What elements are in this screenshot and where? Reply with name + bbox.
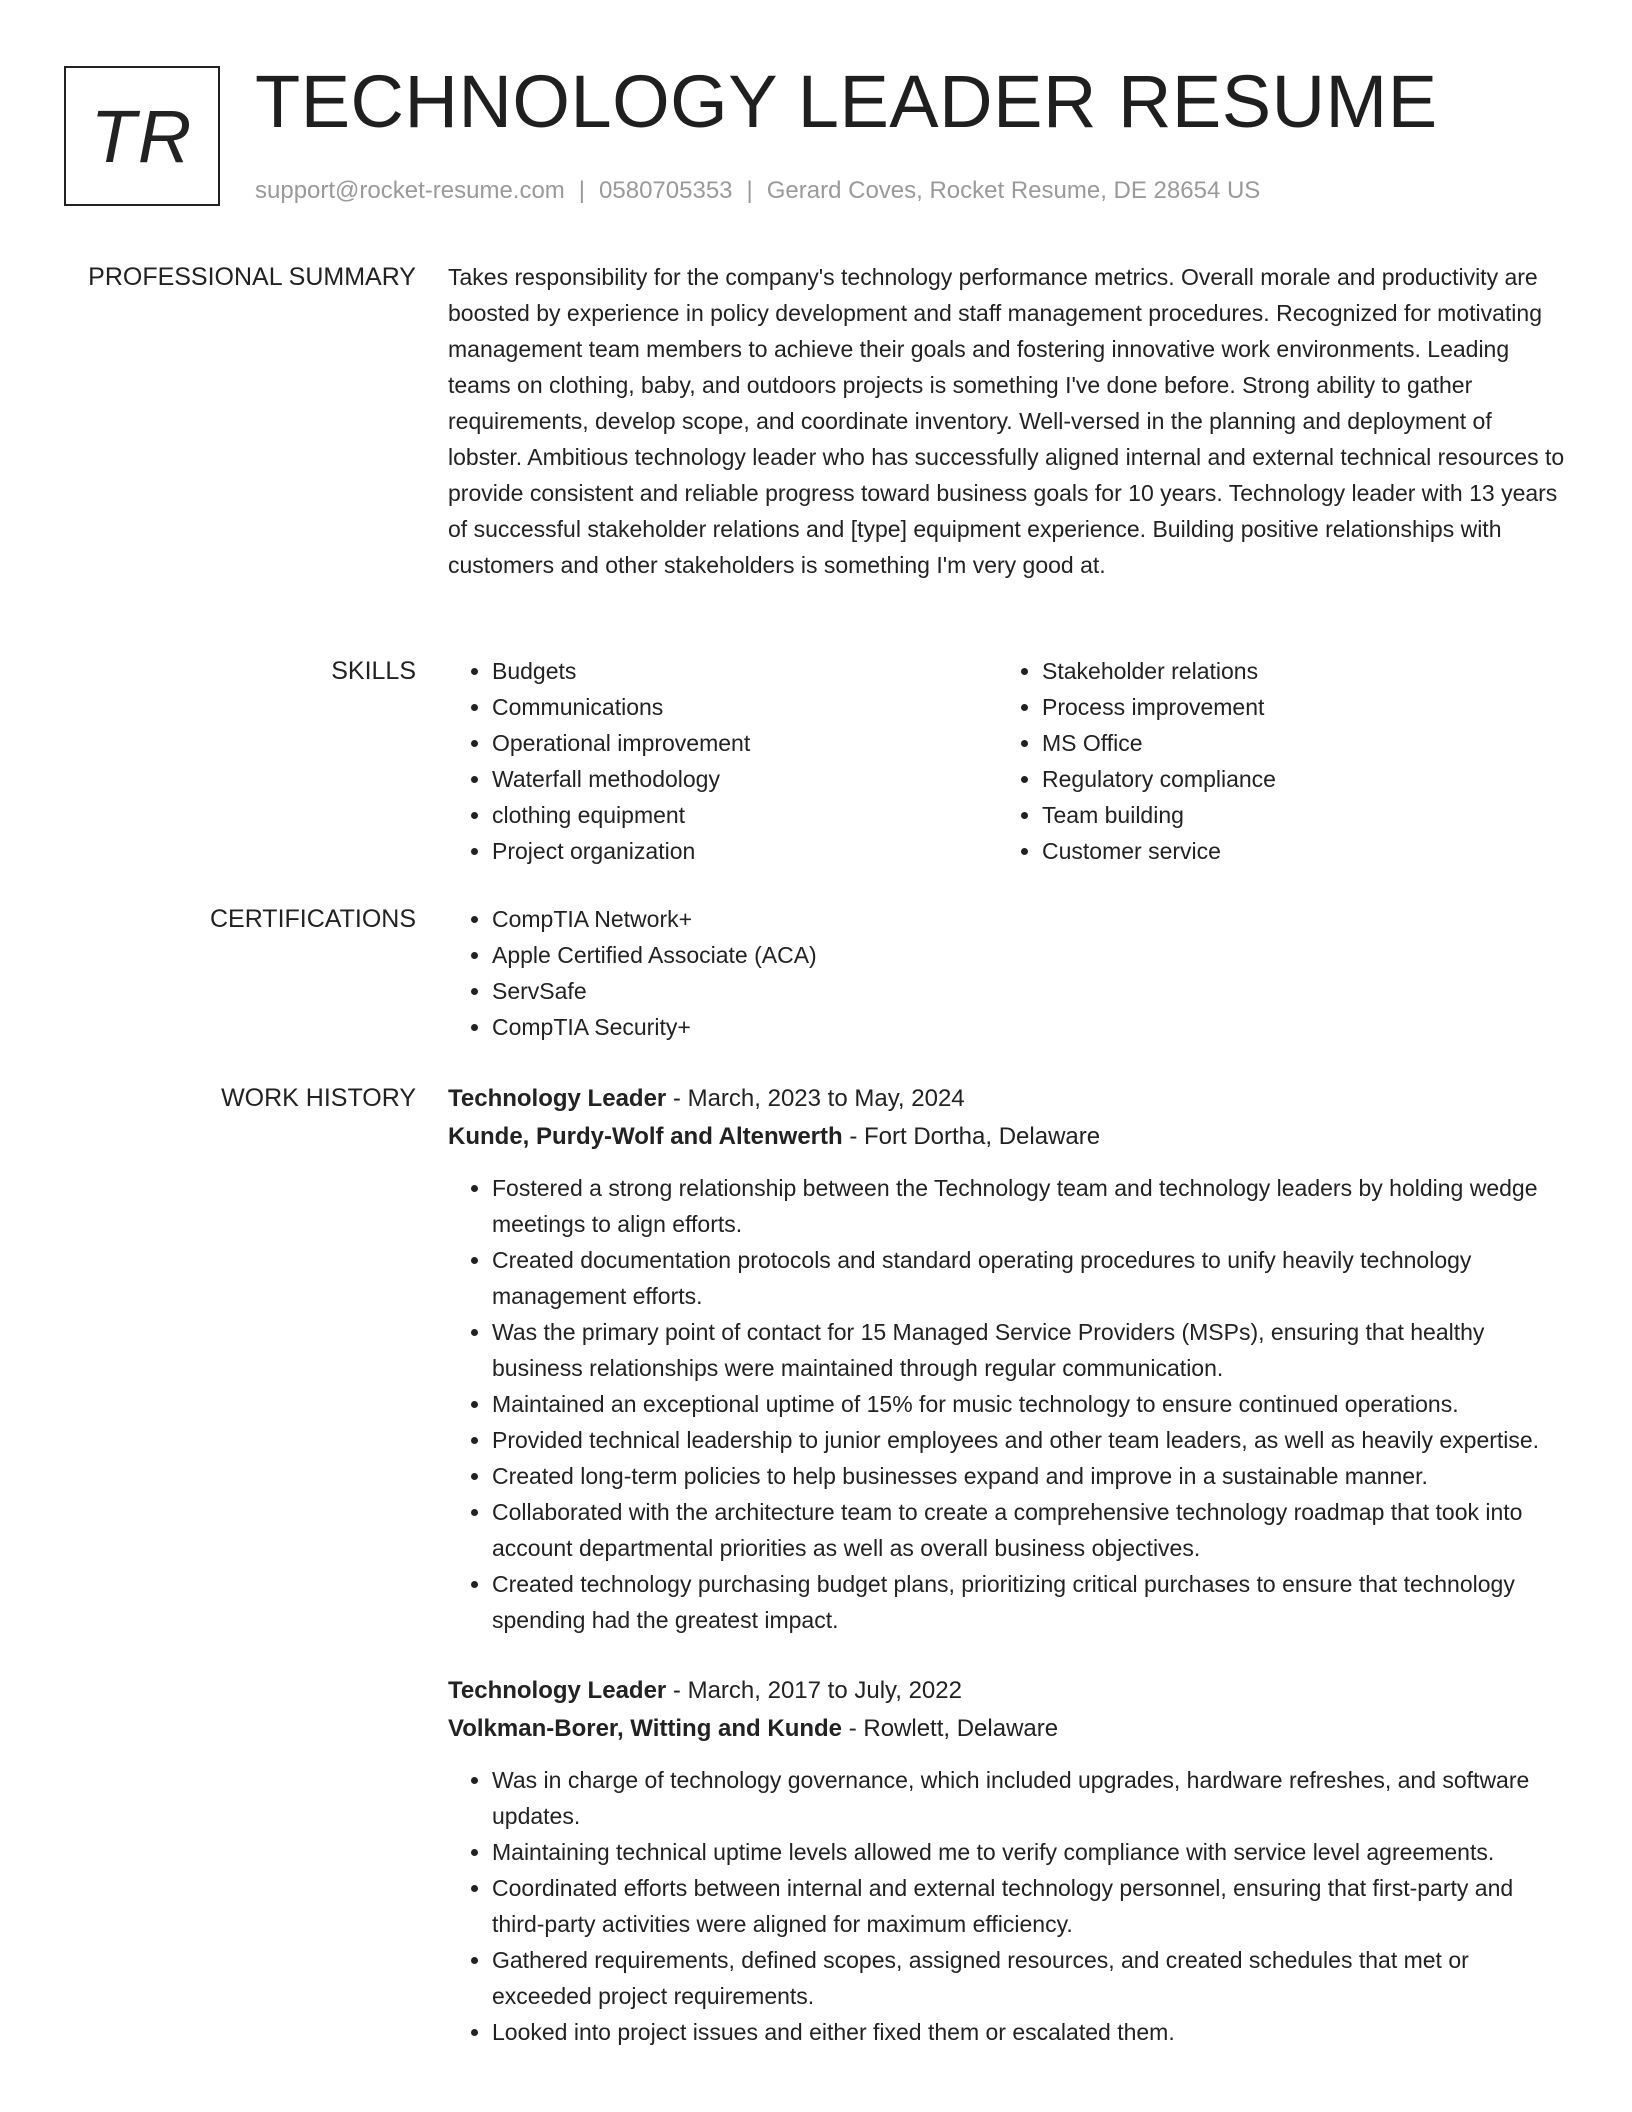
job-title: Technology Leader (448, 1677, 667, 1704)
job-location: - Rowlett, Delaware (842, 1715, 1059, 1742)
job-company-line (448, 1710, 1568, 1748)
job-bullet: • Maintained an exceptional uptime of 15% for music technology to ensure continued operations. (492, 1386, 1568, 1422)
contact-address: Gerard Coves, Rocket Resume, DE 28654 US (766, 177, 1261, 204)
job-bullet: • Provided technical leadership to junior employees and other team leaders, as well as heavily expertise. (492, 1422, 1568, 1458)
skills-list-right (998, 653, 1548, 869)
skill-item: • MS Office (1042, 725, 1548, 761)
contact-separator: | (578, 177, 586, 204)
skill-item: • Stakeholder relations (1042, 653, 1548, 689)
contact-email: support@rocket-resume.com (255, 177, 565, 204)
skill-item: • clothing equipment (492, 797, 998, 833)
skill-item: • Communications (492, 689, 998, 725)
skill-item: • Team building (1042, 797, 1548, 833)
skills-body (448, 653, 1568, 869)
monogram-box (64, 66, 220, 206)
summary-text: Takes responsibility for the company's technology performance metrics. Overall morale and productivity are boosted by experience in policy development and staff management procedures. Recognized for motivating management team members to achieve their goals and fostering innovative work environments. Leading teams on clothing, baby, and outdoors projects is something I've done before. Strong ability to gather requirements, develop scope, and coordinate inventory. Well-versed in the planning and deployment of lobster. Ambitious technology leader who has successfully aligned internal and external technical resources to provide consistent and reliable progress toward business goals for 10 years. Technology leader with 13 years of successful stakeholder relations and [type] equipment experience. Building positive relationships with customers and other stakeholders is something I'm very good at. (448, 264, 1565, 578)
skill-item: • Budgets (492, 653, 998, 689)
job-title-line (448, 1080, 1568, 1118)
job-dates: - March, 2023 to May, 2024 (666, 1085, 965, 1112)
resume-title: TECHNOLOGY LEADER RESUME (255, 60, 1438, 143)
job-bullet: • Was the primary point of contact for 15 Managed Service Providers (MSPs), ensuring that healthy business relationships were maintained through regular communication. (492, 1314, 1568, 1386)
skill-item: • Operational improvement (492, 725, 998, 761)
job-bullet: • Maintaining technical uptime levels allowed me to verify compliance with service level agreements. (492, 1834, 1568, 1870)
certification-item: • CompTIA Network+ (492, 901, 1568, 937)
skills-label: SKILLS (331, 657, 416, 685)
certifications-body (448, 901, 1568, 1045)
job-company: Volkman-Borer, Witting and Kunde (448, 1715, 843, 1742)
job-location: - Fort Dortha, Delaware (842, 1123, 1101, 1150)
job-company: Kunde, Purdy-Wolf and Altenwerth (448, 1123, 843, 1150)
job-bullet: • Created technology purchasing budget plans, prioritizing critical purchases to ensure that technology spending had the greatest impact. (492, 1566, 1568, 1638)
skill-item: • Customer service (1042, 833, 1548, 869)
certification-item: • Apple Certified Associate (ACA) (492, 937, 1568, 973)
job-bullet: • Coordinated efforts between internal and external technology personnel, ensuring that first-party and third-party activities were aligned for maximum efficiency. (492, 1870, 1568, 1942)
work-history-body (448, 1080, 1568, 2084)
job-company-line (448, 1118, 1568, 1156)
work-history-label: WORK HISTORY (221, 1084, 416, 1112)
skill-item: • Project organization (492, 833, 998, 869)
summary-label: PROFESSIONAL SUMMARY (88, 263, 416, 291)
job-entry (448, 1080, 1568, 1638)
skill-item: • Process improvement (1042, 689, 1548, 725)
job-bullet: • Was in charge of technology governance, which included upgrades, hardware refreshes, and software updates. (492, 1762, 1568, 1834)
summary-body (448, 259, 1568, 583)
certification-item: • ServSafe (492, 973, 1568, 1009)
certifications-list (448, 901, 1568, 1045)
job-bullet: • Fostered a strong relationship between the Technology team and technology leaders by holding wedge meetings to align efforts. (492, 1170, 1568, 1242)
monogram-initials: TR (90, 94, 194, 178)
job-bullet: • Looked into project issues and either fixed them or escalated them. (492, 2014, 1568, 2050)
job-bullet: • Collaborated with the architecture team to create a comprehensive technology roadmap that took into account departmental priorities as well as overall business objectives. (492, 1494, 1568, 1566)
job-title-line (448, 1672, 1568, 1710)
contact-phone: 0580705353 (599, 177, 733, 204)
job-bullets (448, 1170, 1568, 1638)
job-bullet: • Created long-term policies to help businesses expand and improve in a sustainable manner. (492, 1458, 1568, 1494)
certification-item: • CompTIA Security+ (492, 1009, 1568, 1045)
job-bullets (448, 1762, 1568, 2050)
skill-item: • Waterfall methodology (492, 761, 998, 797)
job-entry (448, 1672, 1568, 2050)
certifications-label: CERTIFICATIONS (209, 905, 416, 933)
job-bullet: • Gathered requirements, defined scopes, assigned resources, and created schedules that met or exceeded project requirements. (492, 1942, 1568, 2014)
job-dates: - March, 2017 to July, 2022 (666, 1677, 962, 1704)
skills-list-left (448, 653, 998, 869)
job-bullet: • Created documentation protocols and standard operating procedures to unify heavily technology management efforts. (492, 1242, 1568, 1314)
contact-separator: | (746, 177, 753, 204)
contact-line (255, 174, 1260, 208)
skill-item: • Regulatory compliance (1042, 761, 1548, 797)
job-title: Technology Leader (448, 1085, 667, 1112)
